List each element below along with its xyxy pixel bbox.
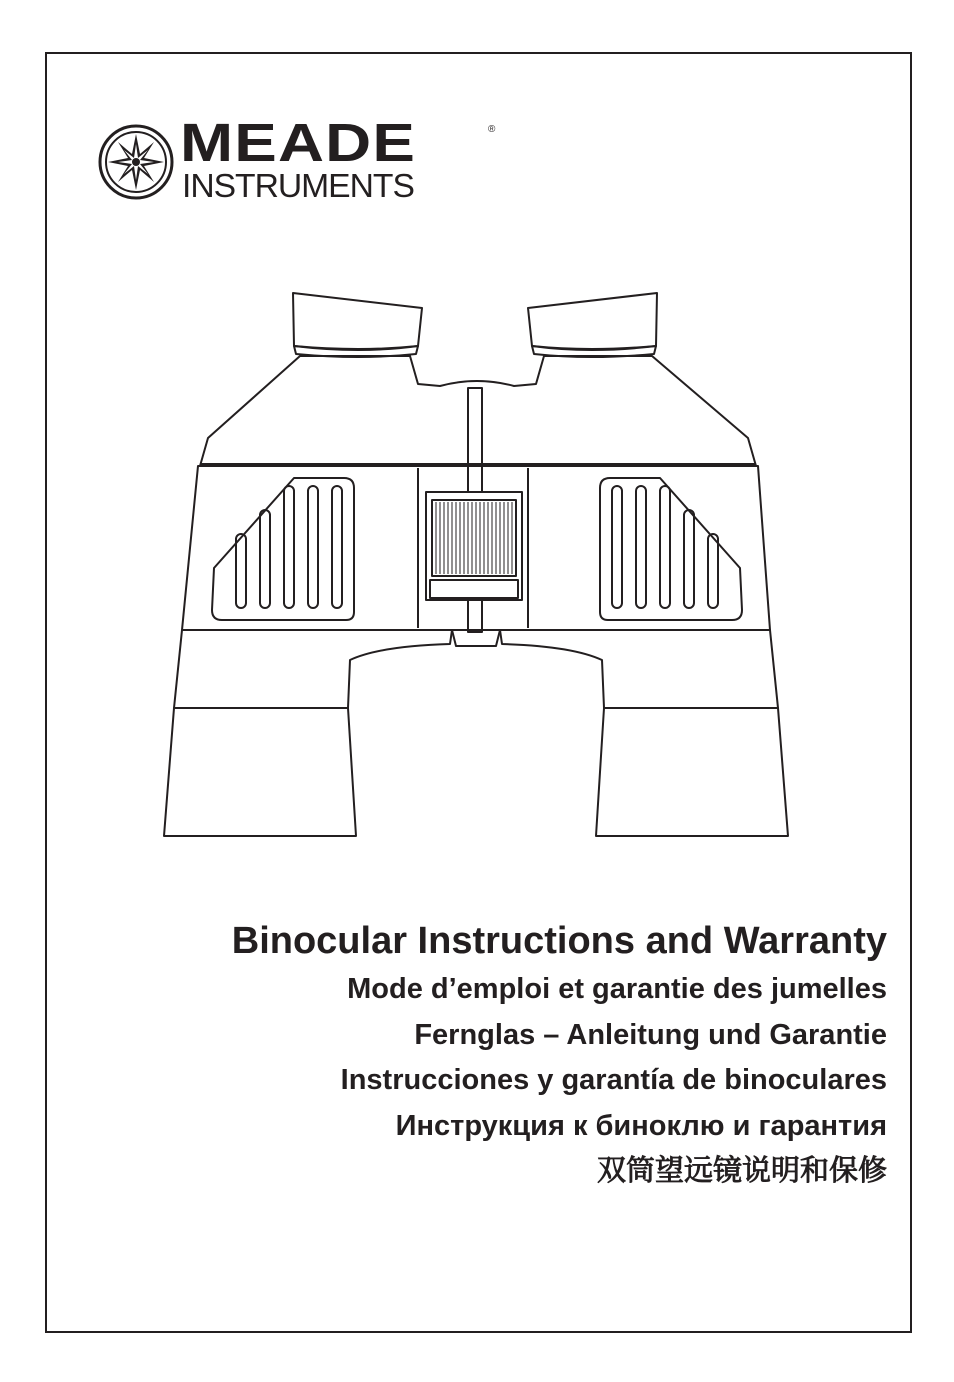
title-spanish: Instrucciones y garantía de binoculares (340, 1064, 887, 1096)
right-eyecup (528, 293, 657, 357)
meade-logo (98, 113, 498, 204)
upper-body (200, 356, 756, 466)
title-german: Fernglas – Anleitung und Garantie (414, 1018, 887, 1051)
title-french: Mode d’emploi et garantie des jumelles (347, 973, 887, 1005)
title-chinese: 双筒望远镜说明和保修 (596, 1155, 887, 1187)
right-objective-cover (596, 708, 788, 836)
right-barrel (500, 630, 778, 708)
left-objective-cover (164, 708, 356, 836)
title-block (232, 915, 887, 1195)
left-grip-panel (212, 478, 354, 620)
starburst-logo-icon (98, 124, 174, 200)
brand-tagline: INSTRUMENTS (182, 167, 414, 204)
title-english: Binocular Instructions and Warranty (231, 920, 887, 962)
title-russian: Инструкция к биноклю и гарантия (395, 1109, 887, 1142)
binoculars-illustration (160, 288, 794, 840)
focus-wheel (426, 492, 522, 600)
left-barrel (174, 630, 452, 708)
wordmark (180, 113, 500, 204)
brand-name: MEADE (180, 113, 417, 173)
left-eyecup (293, 293, 422, 357)
registered-mark: ® (488, 124, 496, 135)
right-grip-panel (600, 478, 742, 620)
focus-shaft (468, 388, 482, 494)
